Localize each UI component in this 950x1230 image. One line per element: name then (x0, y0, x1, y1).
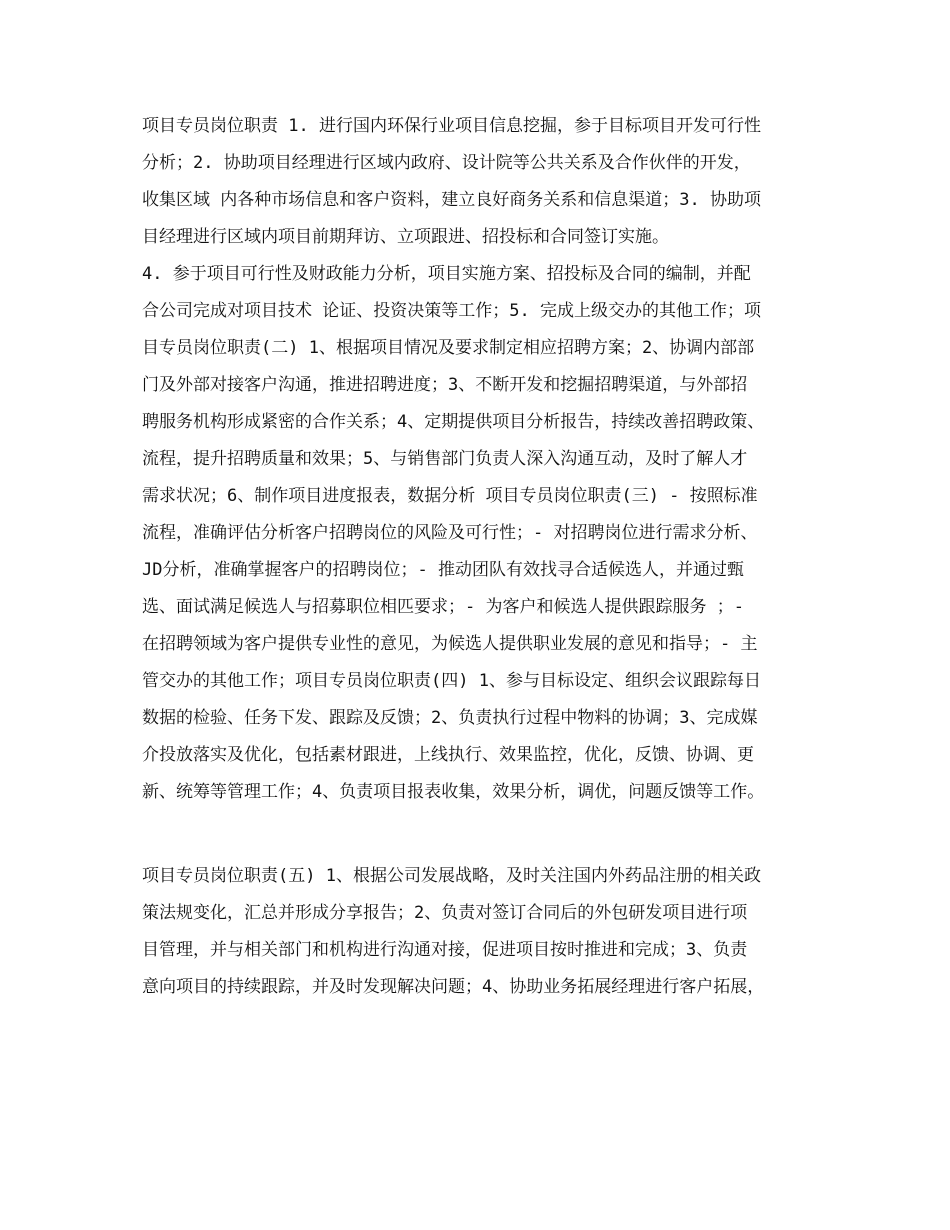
text-line: 数据的检验、任务下发、跟踪及反馈；2、负责执行过程中物料的协调；3、完成媒 (142, 708, 758, 728)
text-line: 选、面试满足候选人与招募职位相匹要求；- 为客户和候选人提供跟踪服务 ；- (142, 597, 744, 617)
text-line: 流程，准确评估分析客户招聘岗位的风险及可行性；- 对招聘岗位进行需求分析、 (142, 523, 758, 543)
text-line: 管交办的其他工作；项目专员岗位职责(四) 1、参与目标设定、组织会议跟踪每日 (142, 671, 761, 691)
text-line: 介投放落实及优化，包括素材跟进，上线执行、效果监控，优化，反馈、协调、更 (142, 745, 754, 765)
text-line: 流程，提升招聘质量和效果；5、与销售部门负责人深入沟通互动，及时了解人才 (142, 449, 748, 469)
text-line: 项目专员岗位职责 1. 进行国内环保行业项目信息挖掘，参于目标项目开发可行性 (142, 116, 761, 136)
text-line: 收集区域 内各种市场信息和客户资料，建立良好商务关系和信息渠道；3. 协助项 (142, 190, 761, 210)
text-line: 聘服务机构形成紧密的合作关系；4、定期提供项目分析报告，持续改善招聘政策、 (142, 412, 765, 432)
text-line: 在招聘领域为客户提供专业性的意见，为候选人提供职业发展的意见和指导；- 主 (142, 634, 758, 654)
text-line: 目专员岗位职责(二) 1、根据项目情况及要求制定相应招聘方案；2、协调内部部 (142, 338, 755, 358)
text-line: 目管理，并与相关部门和机构进行沟通对接，促进项目按时推进和完成；3、负责 (142, 940, 748, 960)
text-line: 需求状况；6、制作项目进度报表，数据分析 项目专员岗位职责(三) - 按照标准 (142, 486, 758, 506)
text-line: 策法规变化，汇总并形成分享报告；2、负责对签订合同后的外包研发项目进行项 (142, 903, 748, 923)
text-line: 新、统筹等管理工作；4、负责项目报表收集，效果分析，调优，问题反馈等工作。 (142, 782, 765, 802)
text-line: 目经理进行区域内项目前期拜访、立项跟进、招投标和合同签订实施。 (142, 227, 669, 247)
text-line: 4. 参于项目可行性及财政能力分析，项目实施方案、招投标及合同的编制，并配 (142, 264, 751, 284)
text-line: 分析；2. 协助项目经理进行区域内政府、设计院等公共关系及合作伙伴的开发， (142, 153, 751, 173)
text-line: JD分析，准确掌握客户的招聘岗位；- 推动团队有效找寻合适候选人，并通过甄 (142, 560, 744, 580)
text-line: 意向项目的持续跟踪，并及时发现解决问题；4、协助业务拓展经理进行客户拓展， (142, 977, 765, 997)
text-line: 合公司完成对项目技术 论证、投资决策等工作；5. 完成上级交办的其他工作；项 (142, 301, 761, 321)
text-line: 门及外部对接客户沟通，推进招聘进度；3、不断开发和挖掘招聘渠道，与外部招 (142, 375, 748, 395)
text-line: 项目专员岗位职责(五) 1、根据公司发展战略，及时关注国内外药品注册的相关政 (142, 866, 761, 886)
